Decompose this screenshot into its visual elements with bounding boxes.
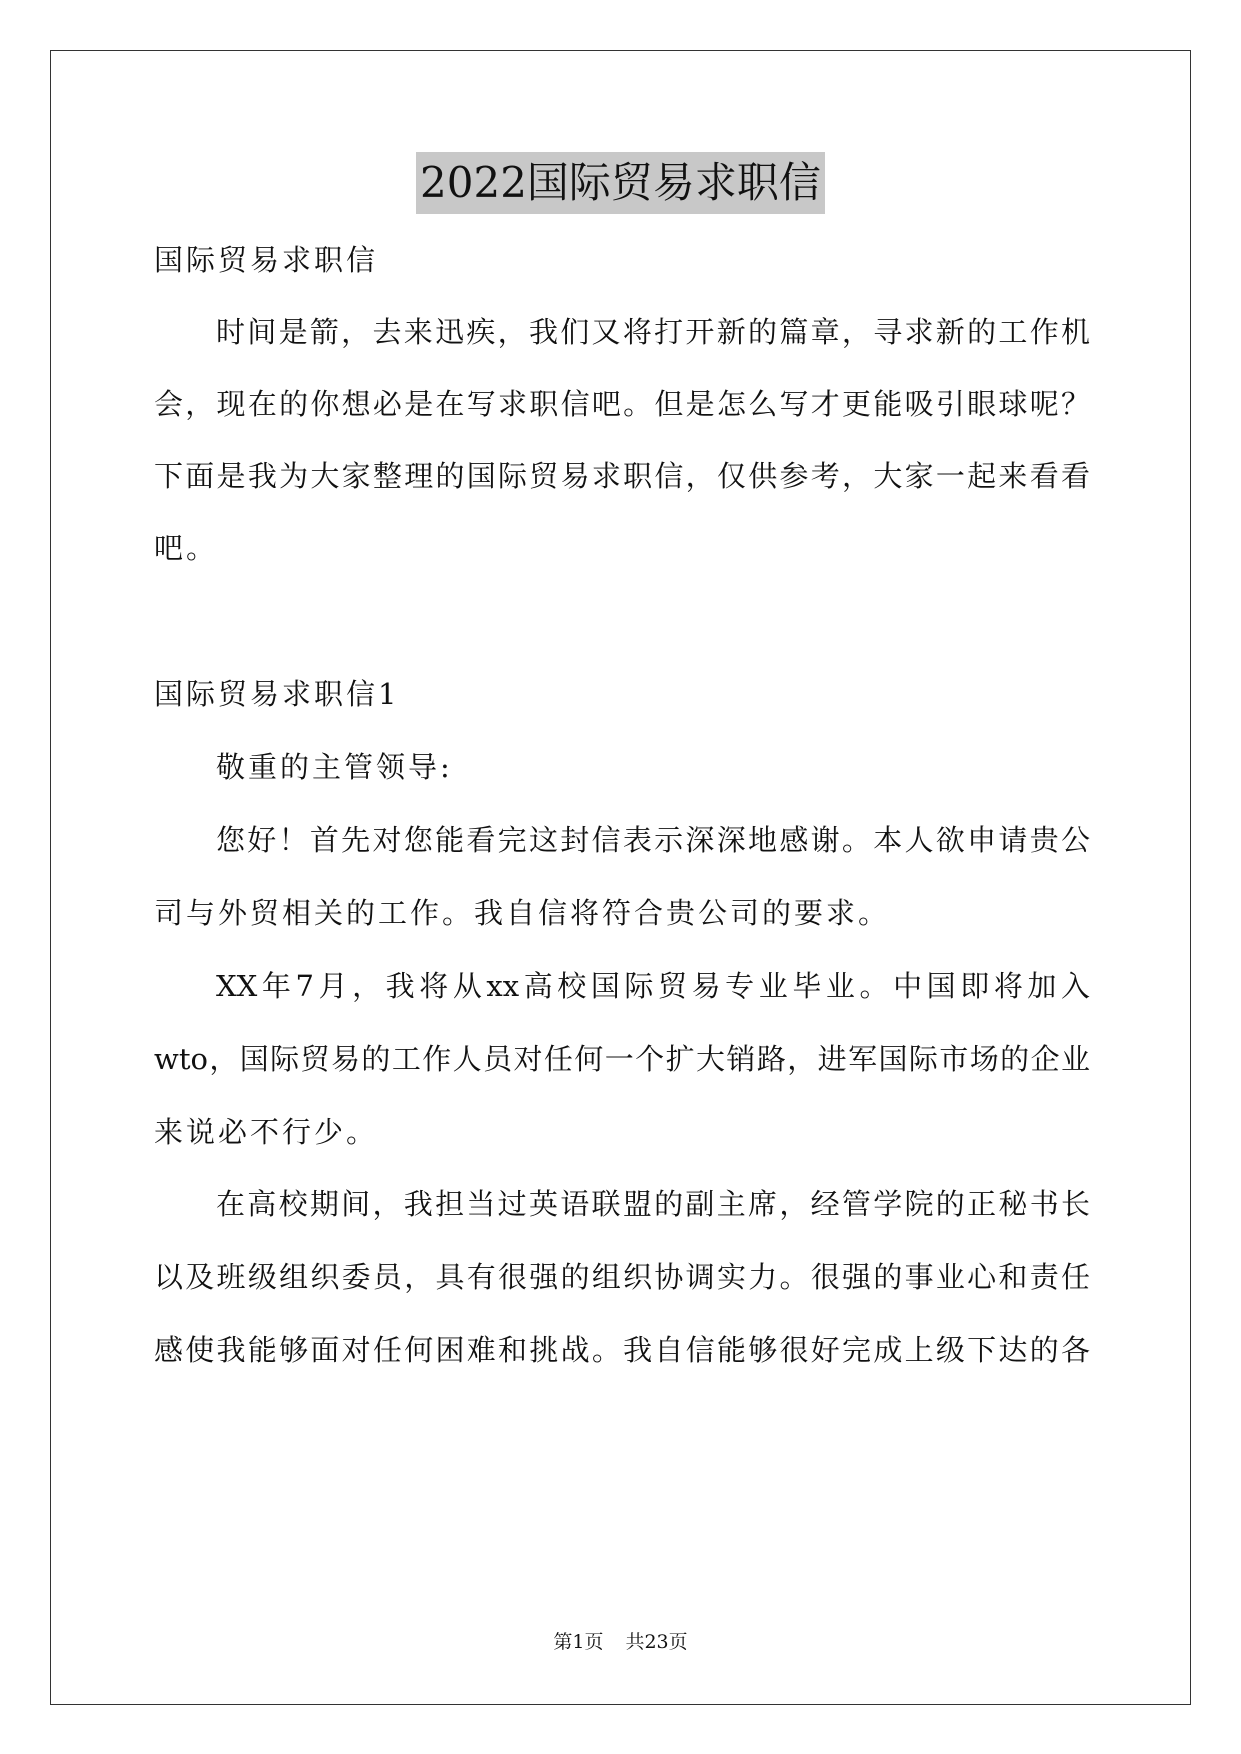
intro-line-2: 会，现在的你想必是在写求职信吧。但是怎么写才更能吸引眼球呢？ — [154, 387, 1090, 421]
paragraph-line: 以及班级组织委员，具有很强的组织协调实力。很强的事业心和责任 — [154, 1260, 1090, 1294]
intro-line-3: 下面是我为大家整理的国际贸易求职信，仅供参考，大家一起来看看 — [154, 459, 1090, 493]
intro-line-4: 吧。 — [154, 531, 219, 565]
section-heading: 国际贸易求职信1 — [154, 677, 400, 711]
salutation: 敬重的主管领导: — [216, 750, 453, 784]
paragraph-line: 司与外贸相关的工作。我自信将符合贵公司的要求。 — [154, 896, 891, 930]
page-border — [50, 50, 1191, 1705]
title-container — [0, 152, 1241, 214]
intro-line-1: 时间是箭，去来迅疾，我们又将打开新的篇章，寻求新的工作机 — [216, 315, 1090, 349]
paragraph-line: 您好！首先对您能看完这封信表示深深地感谢。本人欲申请贵公 — [216, 823, 1090, 857]
paragraph-line: 感使我能够面对任何困难和挑战。我自信能够很好完成上级下达的各 — [154, 1333, 1090, 1367]
page-number: 第1页 — [553, 1631, 604, 1653]
document-title: 2022国际贸易求职信 — [416, 152, 825, 214]
page-total: 共23页 — [625, 1631, 688, 1653]
section-heading: 国际贸易求职信 — [154, 243, 379, 277]
paragraph-line: wto，国际贸易的工作人员对任何一个扩大销路，进军国际市场的企业 — [154, 1042, 1090, 1076]
paragraph-line: 在高校期间，我担当过英语联盟的副主席，经管学院的正秘书长 — [216, 1187, 1090, 1221]
paragraph-line: XX年7月，我将从xx高校国际贸易专业毕业。中国即将加入 — [216, 969, 1090, 1003]
page-footer — [0, 1628, 1241, 1656]
paragraph-line: 来说必不行少。 — [154, 1115, 379, 1149]
